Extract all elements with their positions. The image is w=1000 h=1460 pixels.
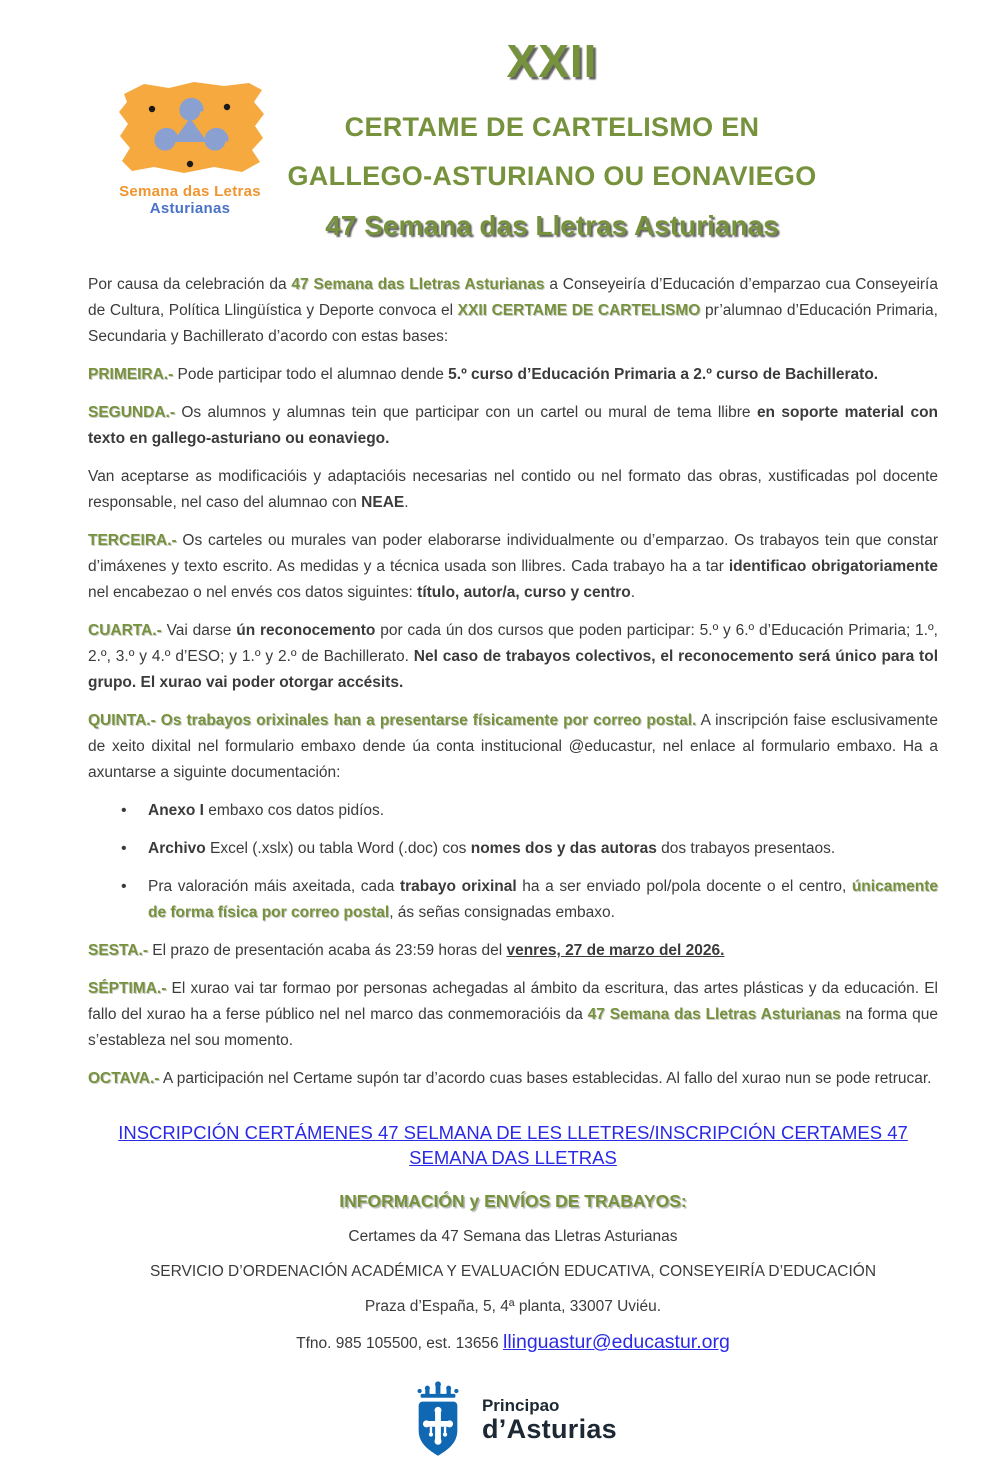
documentation-list: [88, 798, 938, 926]
semana-letras-logo: [110, 76, 270, 217]
clause-terceira: TERCEIRA.- Os carteles ou murales van poder elaborarse individualmente ou d’emparzao. Os trabayos tein que constar d’imáxenes y texto escrito. As medidas y a técnica usada son llibres. Cada trabayo ha a tar identificao obrigatoriamente nel encabezao o nel envés cos datos siguintes: título, autor/a, curso y centro.: [88, 532, 938, 601]
logo-caption-line2: Asturianas: [149, 200, 231, 217]
gov-logo-text: [482, 1396, 617, 1444]
info-heading: INFORMACIÓN y ENVÍOS DE TRABAYOS:: [339, 1191, 687, 1211]
phone-text: Tfno. 985 105500, est. 13656: [296, 1335, 503, 1352]
servicio-line: SERVICIO D’ORDENACIÓN ACADÉMICA Y EVALUACIÓN EDUCATIVA, CONSEYEIRÍA D’EDUCACIÓN: [149, 1263, 877, 1280]
asturias-shield-icon: [409, 1380, 467, 1460]
clause-sesta: SESTA.- El prazo de presentación acaba ás 23:59 horas del venres, 27 de marzo del 2026.: [88, 942, 725, 959]
phone-line: [88, 1332, 938, 1354]
clause-cuarta: CUARTA.- Vai darse ún reconocemento por cada ún dos cursos que poden participar: 5.º y 6.º d’Educación Primaria; 1.º, 2.º, 3.º y 4.º d’ESO; y 1.º y 2.º de Bachillerato. Nel caso de trabayos colectivos, el reconocemento será único para tol grupo. El xurao vai poder otorgar accésits.: [88, 622, 938, 691]
contest-subtitle: 47 Semana das Lletras Asturianas: [325, 210, 779, 241]
clause-segunda: SEGUNDA.- Os alumnos y alumnas tein que participar con un cartel ou mural de tema llibre en soporte material con texto en gallego-asturiano ou eonaviego.: [88, 404, 939, 447]
clause-octava: OCTAVA.- A participación nel Certame supón tar d’acordo cuas bases establecidas. Al fallo del xurao nun se pode retrucar.: [88, 1070, 932, 1087]
clause-septima: SÉPTIMA.- El xurao vai tar formao por personas achegadas al ámbito da escritura, das artes plásticas y da educación. El fallo del xurao ha a ferse público nel nel marco das conmemoracióis da 47 Semana das Lletras Asturianas na forma que s’estableza nel sou momento.: [88, 980, 938, 1049]
clause-quinta: QUINTA.- Os trabayos orixinales han a presentarse físicamente por correo postal. A inscripción faise esclusivamente de xeito dixital nel formulario embaxo dende úa conta institucional @educastur, nel enlace al formulario embaxo. Ha a axuntarse a siguinte documentación:: [88, 712, 938, 781]
certames-line: Certames da 47 Semana das Lletras Asturianas: [348, 1228, 678, 1245]
list-item-envio: • Pra valoración máis axeitada, cada trabayo orixinal ha a ser enviado pol/pola docente o el centro, únicamente de forma física por correo postal, ás señas consignadas embaxo.: [88, 874, 938, 926]
logo-caption-line1: Semana das Letras: [119, 183, 261, 200]
inscription-link-block: [88, 1120, 938, 1170]
list-item-anexo: • Anexo I embaxo cos datos pidíos.: [88, 798, 938, 824]
triskelion-spirals-icon: [114, 76, 266, 178]
inscription-link[interactable]: INSCRIPCIÓN CERTÁMENES 47 SELMANA DE LES LLETRES/INSCRIPCIÓN CERTAMES 47 SEMANA DAS LLETRAS: [118, 1122, 908, 1168]
intro-paragraph: Por causa da celebración da 47 Semana das Lletras Asturianas a Conseyeiría d’Educación d’emparzao cua Conseyeiría de Cultura, Política Llingüística y Deporte convoca el XXII CERTAME DE CARTELISMO pr’alumnao d’Educación Primaria, Secundaria y Bachillerato d’acordo con estas bases:: [88, 276, 938, 345]
contest-title-line2: GALLEGO-ASTURIANO OU EONAVIEGO: [287, 161, 817, 191]
contest-title-line1: CERTAME DE CARTELISMO EN: [344, 112, 760, 142]
clause-segunda-note: Van aceptarse as modificacióis y adaptacióis necesarias nel contido ou nel formato das obras, xustificadas pol docente responsable, nel caso del alumnao con NEAE.: [88, 468, 938, 511]
address-line: Praza d’España, 5, 4ª planta, 33007 Uviéu.: [364, 1298, 662, 1315]
email-link[interactable]: llinguastur@educastur.org: [502, 1331, 730, 1353]
principado-asturias-logo: [88, 1380, 938, 1460]
logo-caption: [110, 183, 270, 217]
gov-name-line2: d’Asturias: [481, 1414, 618, 1444]
document-header: [88, 0, 938, 242]
gov-name-line1: Principao: [481, 1396, 560, 1415]
edition-roman-numeral: XXII: [506, 35, 598, 87]
list-item-archivo: • Archivo Excel (.xslx) ou tabla Word (.doc) cos nomes dos y das autoras dos trabayos presentaos.: [88, 836, 938, 862]
clause-primeira: PRIMEIRA.- Pode participar todo el alumnao dende 5.º curso d’Educación Primaria a 2.º curso de Bachillerato.: [88, 366, 879, 383]
title-block: [166, 34, 938, 242]
document-body: [88, 272, 938, 1460]
